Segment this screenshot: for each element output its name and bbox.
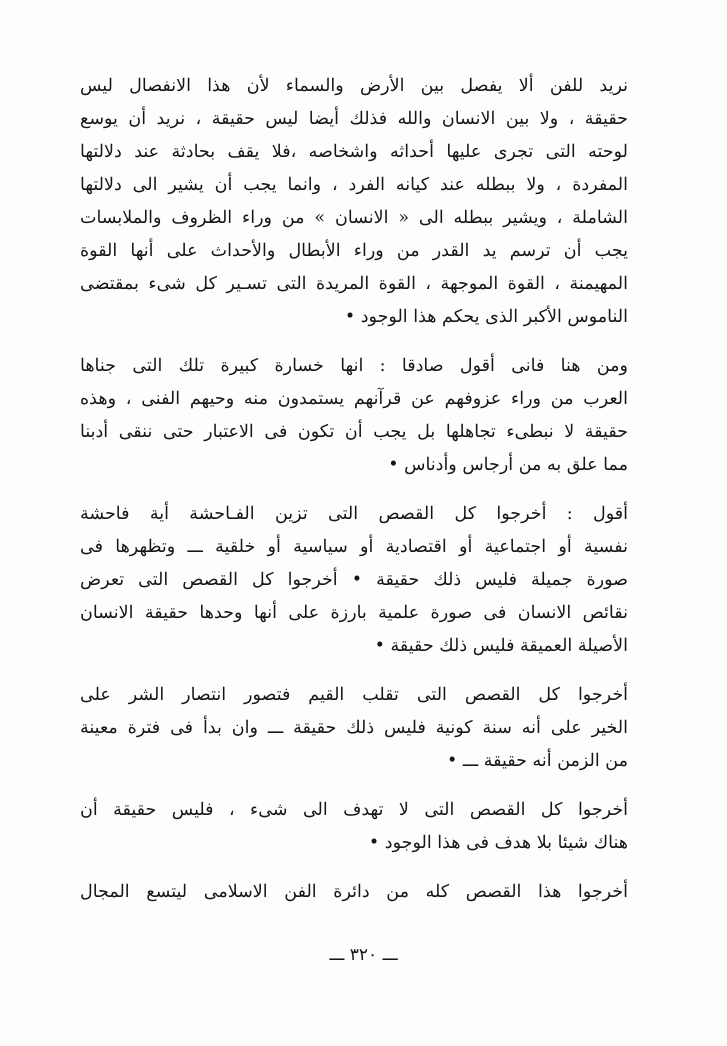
text-line: نفسية أو اجتماعية أو اقتصادية أو سياسية أو خلقية ـــ وتظهرها فى <box>80 537 628 557</box>
page-number: ـــ ٣٢٠ ـــ <box>329 945 398 965</box>
paragraph-5 <box>80 794 628 860</box>
text-line: أخرجوا كل القصص التى لا تهدف الى شىء ، فليس حقيقة أن <box>80 800 628 820</box>
text-line: الناموس الأكبر الذى يحكم هذا الوجود • <box>344 307 628 327</box>
text-line: لوحته التى تجرى عليها أحداثه واشخاصه ،فلا يقف بحادثة عند دلالتها <box>80 142 628 162</box>
text-line: المهيمنة ، القوة الموجهة ، القوة المريدة التى تسـير كل شىء بمقتضى <box>80 274 628 294</box>
text-line: الشاملة ، ويشير ببطله الى « الانسان » من وراء الظروف والملابسات <box>80 208 628 228</box>
text-line: هناك شيئا بلا هدف فى هذا الوجود • <box>368 833 628 853</box>
text-line: العرب من وراء عزوفهم عن قرآنهم يستمدون منه وحيهم الفنى ، وهذه <box>80 389 628 409</box>
text-line: نريد للفن ألا يفصل بين الأرض والسماء لأن هذا الانفصال ليس <box>80 76 628 96</box>
text-line: الخير على أنه سنة كونية فليس ذلك حقيقة ـــ وان بدأ فى فترة معينة <box>80 718 628 738</box>
text-line: حقيقة لا نبطىء تجاهلها بل يجب أن تكون فى الاعتبار حتى ننقى أدبنا <box>80 422 628 442</box>
body-text <box>80 70 628 909</box>
paragraph-6 <box>80 876 628 909</box>
text-line: أخرجوا كل القصص التى تقلب القيم فتصور انتصار الشر على <box>80 685 628 705</box>
paragraph-2 <box>80 350 628 482</box>
text-line: المفردة ، ولا ببطله عند كيانه الفرد ، وانما يجب أن يشير الى دلالتها <box>80 175 628 195</box>
text-line: أقول : أخرجوا كل القصص التى تزين الفـاحشة أية فاحشة <box>80 504 628 524</box>
text-line: يجب أن ترسم يد القدر من وراء الأبطال والأحداث على أنها القوة <box>80 241 628 261</box>
paragraph-4 <box>80 679 628 778</box>
paragraph-3 <box>80 498 628 663</box>
text-line: الأصيلة العميقة فليس ذلك حقيقة • <box>374 636 628 656</box>
text-line: ومن هنا فانى أقول صادقا : انها خسارة كبيرة تلك التى جناها <box>80 356 628 376</box>
text-line: حقيقة ، ولا بين الانسان والله فذلك أيضا ليس حقيقة ، نريد أن يوسع <box>80 109 628 129</box>
paragraph-1 <box>80 70 628 334</box>
text-line: نقائص الانسان فى صورة علمية بارزة على أنها وحدها حقيقة الانسان <box>80 603 628 623</box>
text-line: من الزمن أنه حقيقة ـــ • <box>446 751 628 771</box>
text-line: أخرجوا هذا القصص كله من دائرة الفن الاسلامى ليتسع المجال <box>80 882 628 902</box>
text-line: مما علق به من أرجاس وأدناس • <box>388 455 628 475</box>
text-line: صورة جميلة فليس ذلك حقيقة • أخرجوا كل القصص التى تعرض <box>80 570 628 590</box>
